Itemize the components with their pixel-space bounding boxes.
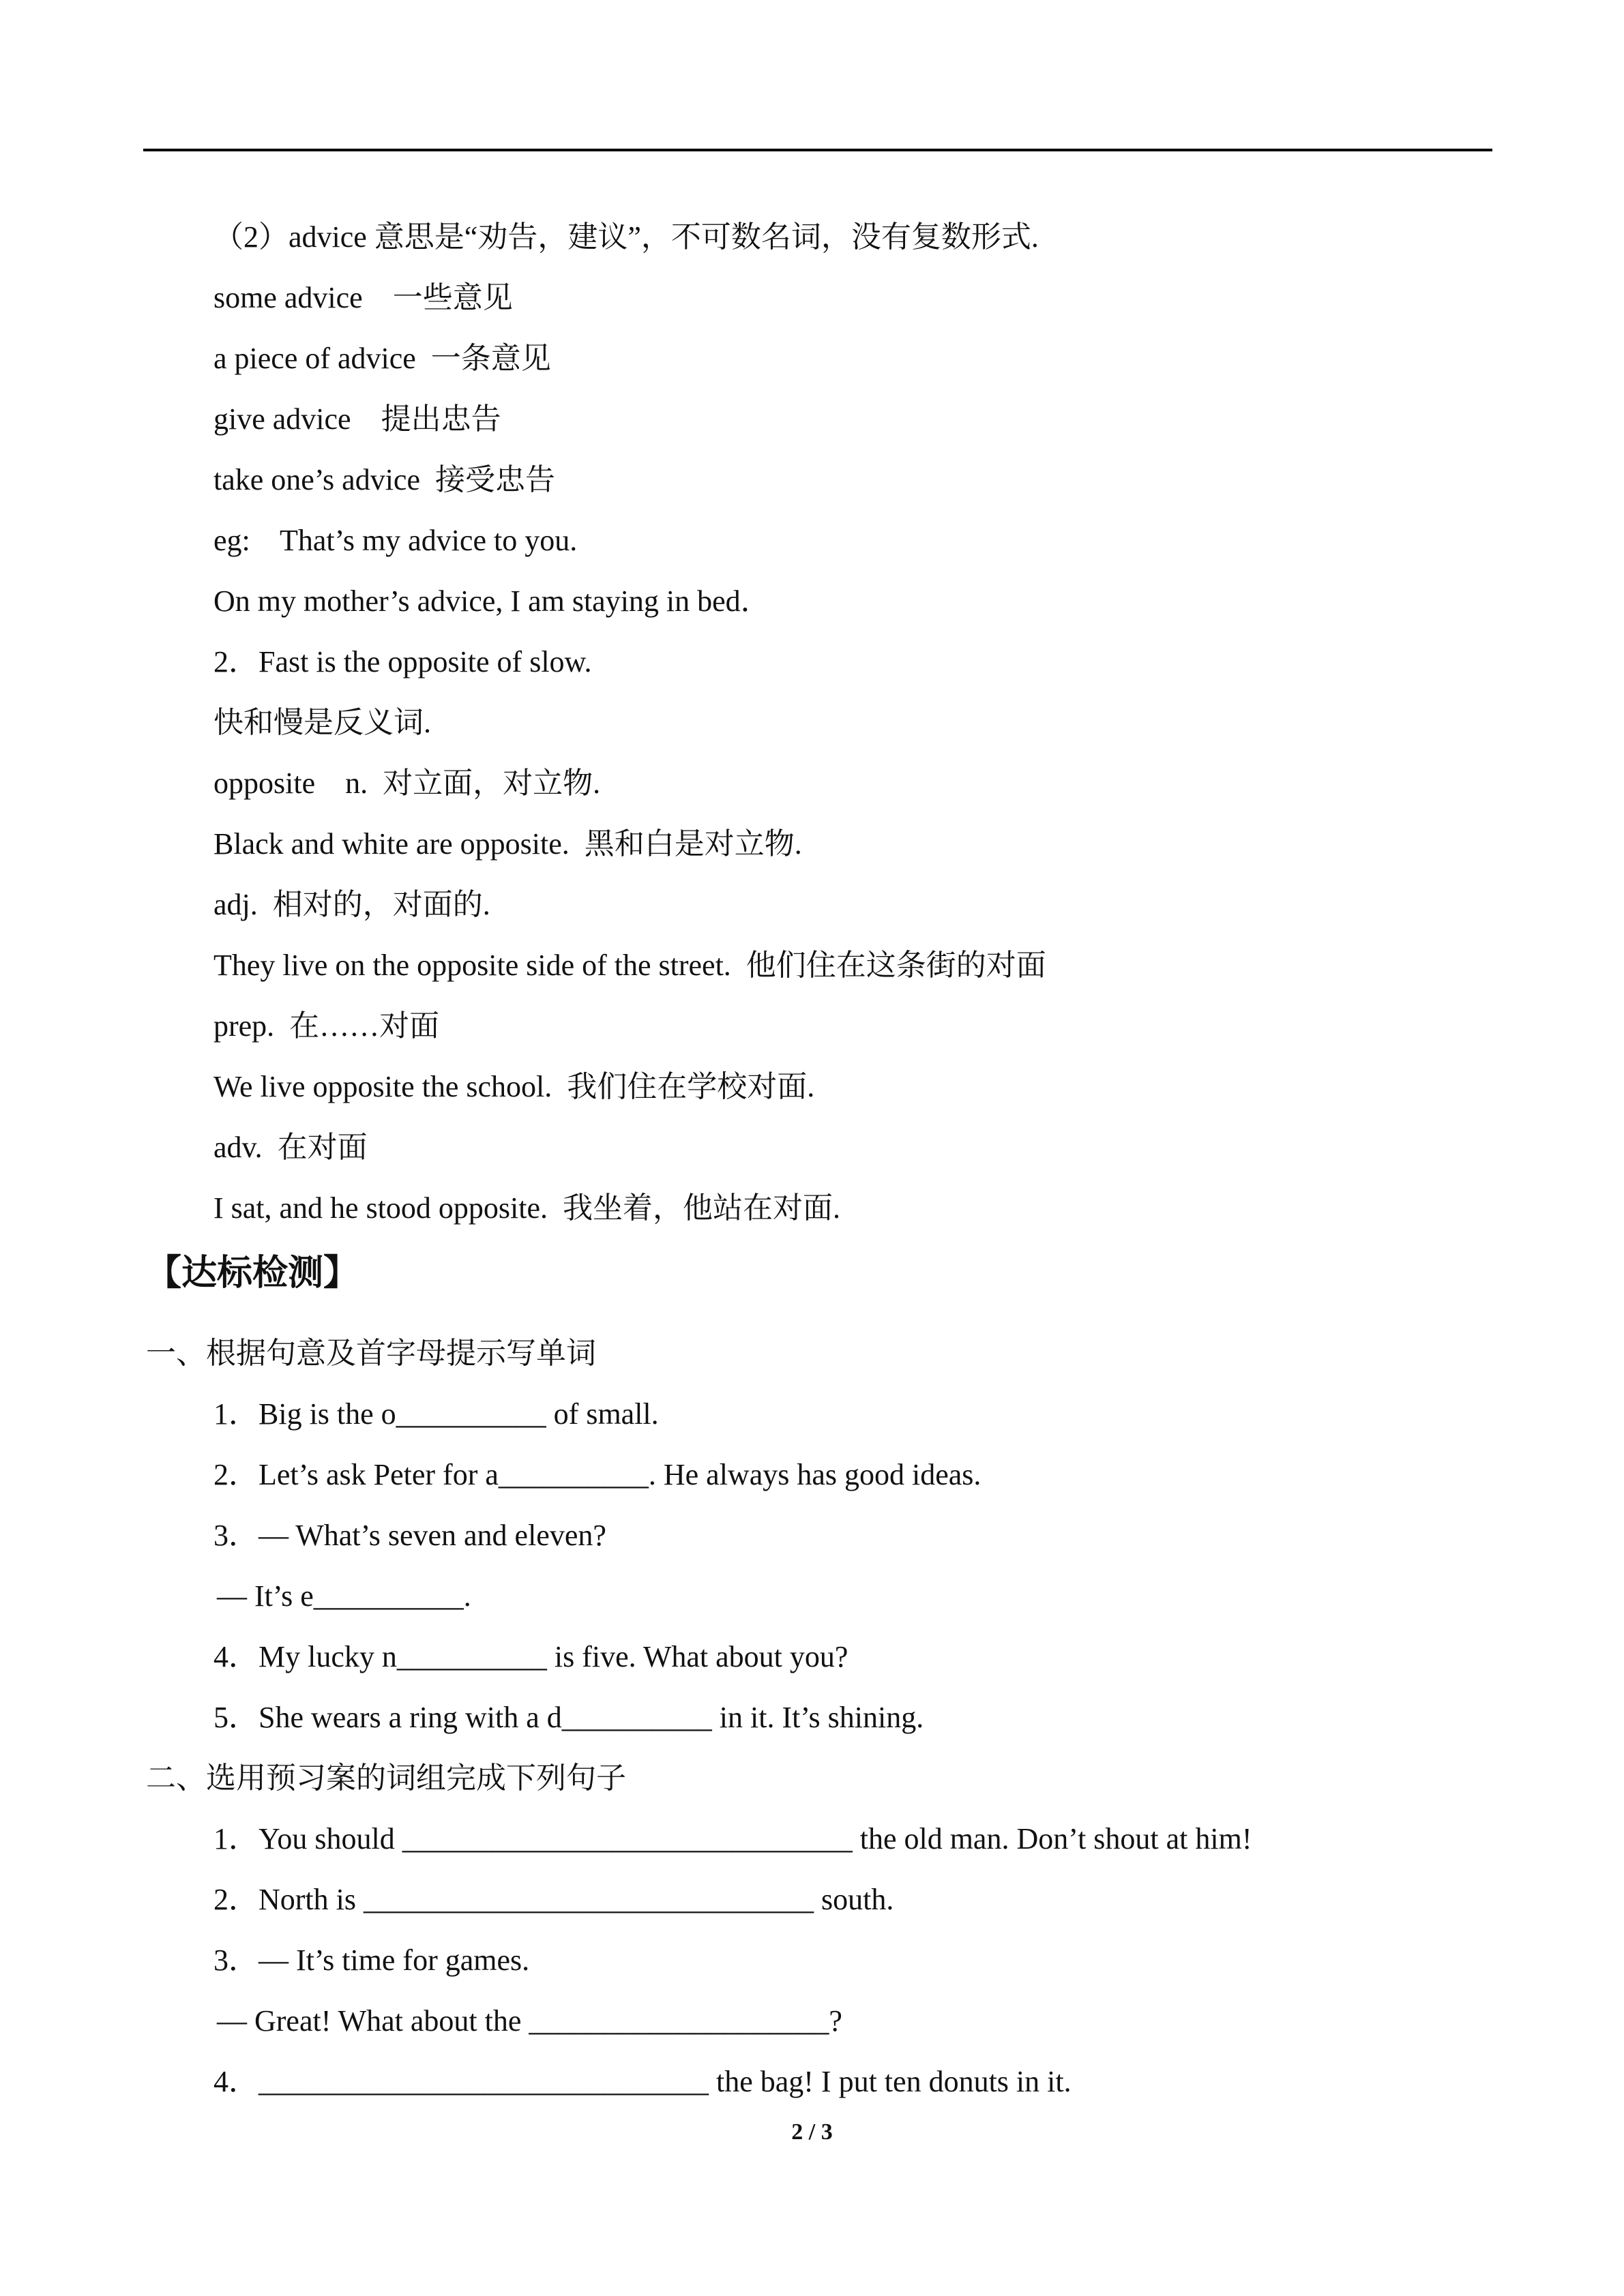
opposite-note: Black and white are opposite. 黑和白是对立物.	[213, 827, 802, 861]
exercise-item: 1．You should ______________________________ the old man. Don’t shout at him!	[213, 1822, 1252, 1855]
advice-heading: （2）advice 意思是“劝告，建议”，不可数名词，没有复数形式.	[213, 220, 1039, 254]
exercise-item: — Great! What about the ____________________?	[217, 2004, 842, 2038]
header-rule	[143, 149, 1492, 151]
exercise-item: 4．My lucky n__________ is five. What about you?	[213, 1640, 848, 1673]
exercise-item: 3．— What’s seven and eleven?	[213, 1519, 606, 1552]
exercise-item: 3．— It’s time for games.	[213, 1943, 530, 1977]
exercise-item: 5．She wears a ring with a d__________ in it. It’s shining.	[213, 1701, 924, 1734]
opposite-note: adv. 在对面	[213, 1131, 368, 1164]
opposite-note: adj. 相对的，对面的.	[213, 888, 490, 921]
opposite-note: opposite n. 对立面，对立物.	[213, 766, 601, 800]
part-1-title: 一、根据句意及首字母提示写单词	[146, 1337, 596, 1370]
exercise-item: 2．Let’s ask Peter for a__________. He always has good ideas.	[213, 1458, 981, 1491]
opposite-note: We live opposite the school. 我们住在学校对面.	[213, 1070, 815, 1103]
point-2-translation: 快和慢是反义词.	[213, 706, 431, 739]
exercise-item: 2．North is ______________________________ south.	[213, 1883, 894, 1916]
exercise-item: — It’s e__________.	[217, 1579, 471, 1613]
advice-example: eg: That’s my advice to you.	[213, 524, 578, 557]
advice-phrase: give advice 提出忠告	[213, 402, 501, 436]
exercise-item: 1．Big is the o__________ of small.	[213, 1397, 659, 1431]
page-number: 2 / 3	[791, 2119, 833, 2145]
advice-phrase: a piece of advice 一条意见	[213, 342, 551, 375]
exercise-item: 4．______________________________ the bag! I put ten donuts in it.	[213, 2065, 1072, 2098]
opposite-note: They live on the opposite side of the street. 他们住在这条街的对面	[213, 949, 1046, 982]
opposite-note: I sat, and he stood opposite. 我坐着，他站在对面.	[213, 1191, 841, 1225]
advice-phrase: take one’s advice 接受忠告	[213, 463, 555, 496]
opposite-note: prep. 在……对面	[213, 1009, 440, 1043]
point-2-heading: 2．Fast is the opposite of slow.	[213, 645, 592, 679]
section-title: 【达标检测】	[146, 1253, 359, 1294]
part-2-title: 二、选用预习案的词组完成下列句子	[146, 1761, 626, 1795]
advice-phrase: some advice 一些意见	[213, 281, 513, 314]
advice-example: On my mother’s advice, I am staying in bed．	[213, 584, 771, 618]
